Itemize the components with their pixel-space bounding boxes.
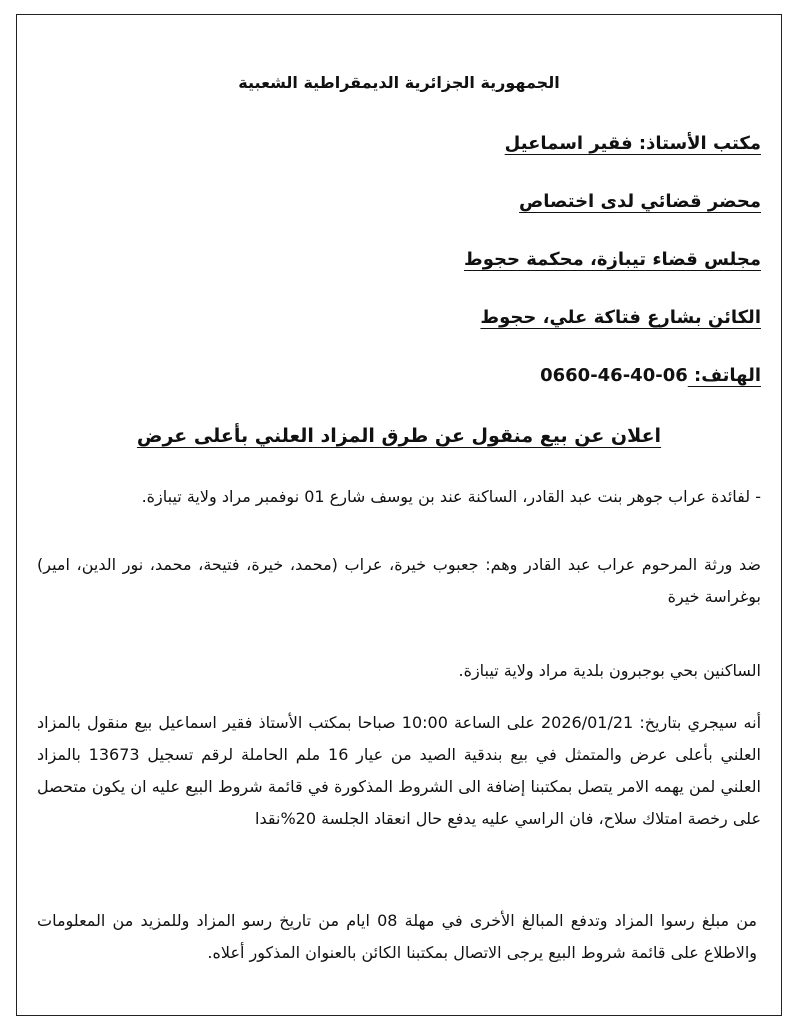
court-line: مجلس قضاء تيبازة، محكمة حجوط [464, 249, 761, 270]
phone-label: الهاتف: [694, 365, 761, 386]
payment-terms-paragraph: من مبلغ رسوا المزاد وتدفع المبالغ الأخرى في مهلة 08 ايام من تاريخ رسو المزاد وللمزيد من المعلومات والاطلاع على قائمة شروط البيع يرجى الاتصال بمكتبنا الكائن بالعنوان المذكور أعلاه. [37, 911, 757, 962]
notice-frame [16, 14, 782, 1016]
office-line: مكتب الأستاذ: فقير اسماعيل [504, 133, 761, 154]
beneficiary-paragraph: - لفائدة عراب جوهر بنت عبد القادر، الساكنة عند بن يوسف شارع 01 نوفمبر مراد ولاية تيبازة. [141, 487, 761, 506]
address-line: الكائن بشارع فتاكة علي، حجوط [480, 307, 761, 328]
bailiff-title-line: محضر قضائي لدى اختصاص [519, 191, 761, 212]
phone-line [540, 365, 761, 386]
sale-details-paragraph: أنه سيجري بتاريخ: 2026/01/21 على الساعة 10:00 صباحا بمكتب الأستاذ فقير اسماعيل بيع منقول بالمزاد العلني بأعلى عرض والمتمثل في بيع بندقية الصيد من عيار 16 ملم الحاملة لرقم تسجيل 13673 بالمزاد العلني لمن يهمه الامر يتصل بمكتبنا إضافة الى الشروط المذكورة في قائمة شروط البيع عليه ان يكون متحصل على رخصة امتلاك سلاح، فان الراسي عليه يدفع حال انعقاد الجلسة 20%نقدا [37, 713, 762, 828]
republic-heading: الجمهورية الجزائرية الديمقراطية الشعبية [238, 73, 560, 92]
against-paragraph: ضد ورثة المرحوم عراب عبد القادر وهم: جعبوب خيرة، عراب (محمد، خيرة، فتيحة، محمد، نور الدين، امير) بوغراسة خيرة [37, 555, 761, 606]
phone-number: 0660-46-40-06 [540, 365, 688, 386]
announcement-title: اعلان عن بيع منقول عن طرق المزاد العلني بأعلى عرض [136, 425, 662, 447]
residence-paragraph: الساكنين بحي بوجبرون بلدية مراد ولاية تيبازة. [458, 661, 761, 680]
